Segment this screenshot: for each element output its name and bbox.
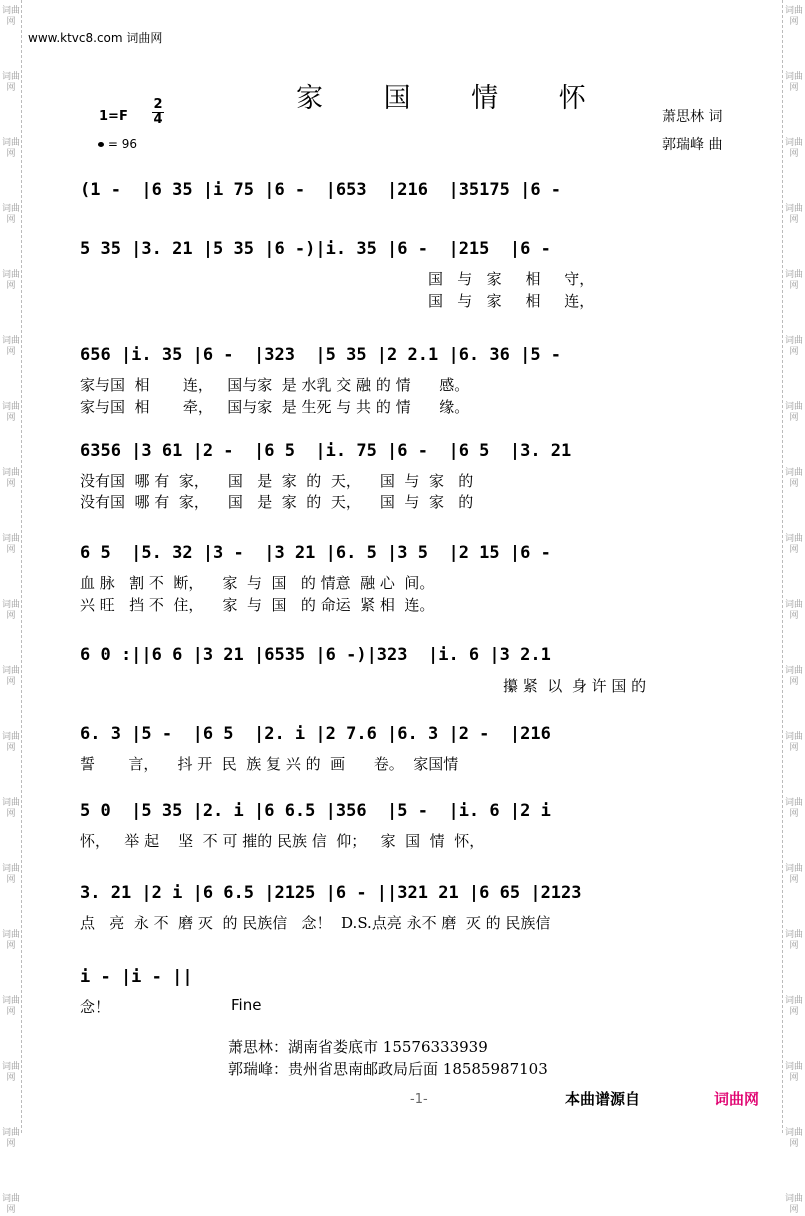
- watermark: 词曲网: [1, 270, 20, 291]
- lyric-verse-1: 没有国 哪 有 家， 国 是 家 的 天， 国 与 家 的: [80, 472, 474, 490]
- source-label: 本曲谱源自: [565, 1090, 641, 1108]
- watermark: 词曲网: [784, 996, 803, 1017]
- lyric-verse-1: 念！: [80, 998, 111, 1016]
- song-title: 家 国 情 怀: [296, 83, 612, 114]
- watermark: 词曲网: [784, 930, 803, 951]
- watermark: 词曲网: [784, 1128, 803, 1149]
- watermark: 词曲网: [784, 138, 803, 159]
- tempo-marking: [98, 137, 137, 151]
- lyric-verse-1: 怀， 举 起 坚 不 可 摧的 民族 信 仰； 家 国 情 怀，: [80, 832, 485, 850]
- watermark: 词曲网: [784, 468, 803, 489]
- score-line: 6. 3 |5 - |6 5 |2. i |2 7.6 |6. 3 |2 - |216: [80, 724, 551, 744]
- site-header: [28, 29, 162, 46]
- score-line: 6 0 :||6 6 |3 21 |6535 |6 -)|323 |i. 6 |3 2.1: [80, 645, 551, 665]
- watermark: 词曲网: [784, 1194, 803, 1215]
- contact-lyricist: 萧思林：湖南省娄底市 15576333939: [228, 1038, 488, 1056]
- watermark: 词曲网: [1, 930, 20, 951]
- watermark: 词曲网: [1, 864, 20, 885]
- watermark: 词曲网: [1, 1194, 20, 1215]
- tempo-value: = 96: [107, 137, 137, 151]
- watermark: 词曲网: [1, 336, 20, 357]
- lyric-verse-1: 血 脉 割 不 断， 家 与 国 的 情意 融 心 间。: [80, 574, 435, 592]
- watermark: 词曲网: [784, 732, 803, 753]
- source-brand-link[interactable]: 词曲网: [714, 1090, 760, 1108]
- lyric-verse-1: 家与国 相 连， 国与家 是 水乳 交 融 的 情 感。: [80, 376, 470, 394]
- watermark: 词曲网: [1, 534, 20, 555]
- score-line: i - |i - ||: [80, 967, 193, 987]
- watermark: 词曲网: [784, 600, 803, 621]
- watermark: 词曲网: [784, 402, 803, 423]
- score-line: 6356 |3 61 |2 - |6 5 |i. 75 |6 - |6 5 |3. 21: [80, 441, 572, 461]
- lyric-verse-1: 点 亮 永 不 磨 灭 的 民族信 念！ D.S.点亮 永不 磨 灭 的 民族信: [80, 914, 551, 932]
- watermark: 词曲网: [1, 600, 20, 621]
- fine-marking: Fine: [231, 996, 262, 1014]
- score-line: 3. 21 |2 i |6 6.5 |2125 |6 - ||321 21 |6 65 |2123: [80, 883, 582, 903]
- lyric-verse-1: 国 与 家 相 守，: [428, 270, 595, 288]
- watermark: 词曲网: [784, 204, 803, 225]
- watermark: 词曲网: [784, 798, 803, 819]
- watermark: 词曲网: [784, 864, 803, 885]
- watermark: 词曲网: [1, 996, 20, 1017]
- site-name[interactable]: 词曲网: [126, 31, 163, 45]
- lyric-verse-2: 兴 旺 挡 不 住， 家 与 国 的 命运 紧 相 连。: [80, 596, 435, 614]
- watermark: 词曲网: [784, 1062, 803, 1083]
- left-margin-line: [21, 0, 22, 1133]
- score-line: (1 - |6 35 |i 75 |6 - |653 |216 |35175 |6 -: [80, 180, 562, 200]
- lyric-verse-2: 没有国 哪 有 家， 国 是 家 的 天， 国 与 家 的: [80, 493, 474, 511]
- watermark: 词曲网: [784, 6, 803, 27]
- watermark: 词曲网: [1, 1128, 20, 1149]
- contact-composer: 郭瑞峰：贵州省思南邮政局后面 18585987103: [228, 1060, 548, 1078]
- time-signature-top: 2: [153, 97, 163, 112]
- watermark: 词曲网: [1, 72, 20, 93]
- score-line: 656 |i. 35 |6 - |323 |5 35 |2 2.1 |6. 36 |5 -: [80, 345, 562, 365]
- key-signature: 1=F: [99, 109, 128, 124]
- watermark: 词曲网: [784, 336, 803, 357]
- watermark: 词曲网: [1, 138, 20, 159]
- composer-credit: 郭瑞峰 曲: [662, 137, 723, 153]
- quarter-note-icon: [98, 142, 104, 147]
- watermark: 词曲网: [1, 468, 20, 489]
- watermark: 词曲网: [1, 402, 20, 423]
- lyric-verse-1: 誓 言， 抖 开 民 族 复 兴 的 画 卷。 家国情: [80, 755, 459, 773]
- watermark: 词曲网: [1, 798, 20, 819]
- page-number: -1-: [410, 1092, 428, 1107]
- watermark: 词曲网: [784, 666, 803, 687]
- watermark: 词曲网: [784, 72, 803, 93]
- watermark: 词曲网: [1, 6, 20, 27]
- time-signature: [152, 98, 164, 127]
- watermark: 词曲网: [1, 666, 20, 687]
- score-line: 5 35 |3. 21 |5 35 |6 -)|i. 35 |6 - |215 |6 -: [80, 239, 551, 259]
- watermark: 词曲网: [784, 270, 803, 291]
- lyric-verse-1: 攥 紧 以 身 许 国 的: [503, 677, 647, 695]
- watermark: 词曲网: [1, 1062, 20, 1083]
- watermark: 词曲网: [1, 732, 20, 753]
- site-url[interactable]: www.ktvc8.com: [28, 31, 123, 45]
- watermark: 词曲网: [784, 534, 803, 555]
- time-signature-bottom: 4: [153, 112, 163, 127]
- left-watermark-column: [0, 0, 22, 1215]
- watermark: 词曲网: [1, 204, 20, 225]
- lyric-verse-2: 国 与 家 相 连，: [428, 292, 595, 310]
- lyricist-credit: 萧思林 词: [662, 109, 723, 125]
- lyric-verse-2: 家与国 相 牵， 国与家 是 生死 与 共 的 情 缘。: [80, 398, 470, 416]
- score-line: 5 0 |5 35 |2. i |6 6.5 |356 |5 - |i. 6 |2 i: [80, 801, 551, 821]
- score-line: 6 5 |5. 32 |3 - |3 21 |6. 5 |3 5 |2 15 |6 -: [80, 543, 551, 563]
- right-watermark-column: [783, 0, 805, 1215]
